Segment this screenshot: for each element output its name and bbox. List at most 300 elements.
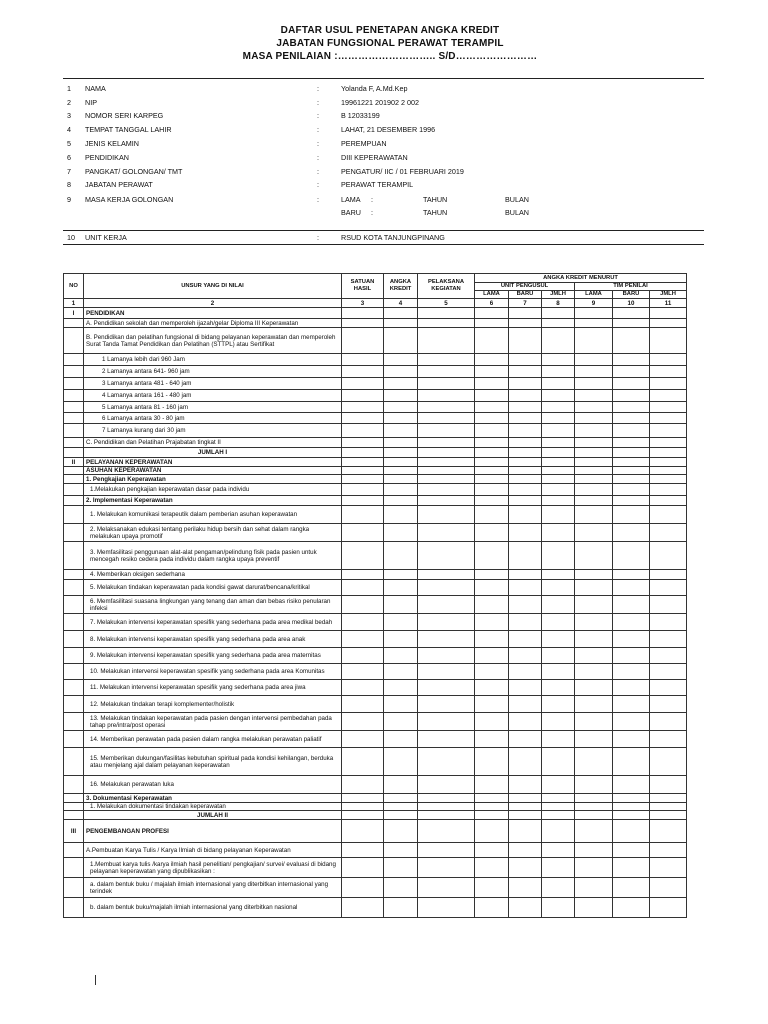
value-cell[interactable] [475,458,509,467]
value-cell[interactable] [575,614,613,631]
value-cell[interactable] [650,648,687,664]
value-cell[interactable] [650,378,687,390]
value-cell[interactable] [509,731,542,748]
value-cell[interactable] [575,680,613,696]
value-cell[interactable] [509,570,542,580]
value-cell[interactable] [418,413,475,424]
value-cell[interactable] [384,475,418,484]
value-cell[interactable] [613,438,650,448]
value-cell[interactable] [384,680,418,696]
value-cell[interactable] [650,570,687,580]
value-cell[interactable] [384,484,418,496]
value-cell[interactable] [342,811,384,820]
value-cell[interactable] [509,378,542,390]
value-cell[interactable] [342,713,384,731]
value-cell[interactable] [509,696,542,713]
value-cell[interactable] [342,413,384,424]
value-cell[interactable] [342,484,384,496]
value-cell[interactable] [475,776,509,794]
value-cell[interactable] [575,803,613,811]
value-cell[interactable] [509,424,542,438]
value-cell[interactable] [475,438,509,448]
value-cell[interactable] [384,458,418,467]
value-cell[interactable] [575,484,613,496]
value-cell[interactable] [418,319,475,328]
value-cell[interactable] [575,820,613,843]
value-cell[interactable] [613,308,650,319]
value-cell[interactable] [384,631,418,648]
value-cell[interactable] [542,803,575,811]
value-cell[interactable] [542,878,575,898]
value-cell[interactable] [650,390,687,402]
value-cell[interactable] [475,696,509,713]
value-cell[interactable] [418,496,475,506]
value-cell[interactable] [542,820,575,843]
value-cell[interactable] [509,319,542,328]
value-cell[interactable] [384,448,418,458]
value-cell[interactable] [509,820,542,843]
value-cell[interactable] [418,424,475,438]
value-cell[interactable] [418,748,475,776]
value-cell[interactable] [342,614,384,631]
value-cell[interactable] [475,308,509,319]
value-cell[interactable] [418,648,475,664]
value-cell[interactable] [575,354,613,366]
value-cell[interactable] [575,542,613,570]
value-cell[interactable] [542,858,575,878]
value-cell[interactable] [384,413,418,424]
value-cell[interactable] [509,448,542,458]
value-cell[interactable] [575,475,613,484]
value-cell[interactable] [575,424,613,438]
value-cell[interactable] [650,596,687,614]
value-cell[interactable] [475,664,509,680]
value-cell[interactable] [418,713,475,731]
value-cell[interactable] [542,794,575,803]
value-cell[interactable] [575,496,613,506]
value-cell[interactable] [384,748,418,776]
value-cell[interactable] [418,354,475,366]
value-cell[interactable] [613,776,650,794]
value-cell[interactable] [542,467,575,475]
value-cell[interactable] [650,794,687,803]
value-cell[interactable] [342,378,384,390]
value-cell[interactable] [509,898,542,918]
value-cell[interactable] [418,438,475,448]
value-cell[interactable] [542,748,575,776]
value-cell[interactable] [342,580,384,596]
value-cell[interactable] [575,570,613,580]
value-cell[interactable] [542,811,575,820]
value-cell[interactable] [475,878,509,898]
value-cell[interactable] [342,506,384,524]
value-cell[interactable] [575,731,613,748]
value-cell[interactable] [613,614,650,631]
value-cell[interactable] [475,820,509,843]
value-cell[interactable] [575,328,613,354]
value-cell[interactable] [542,648,575,664]
value-cell[interactable] [475,580,509,596]
value-cell[interactable] [384,596,418,614]
value-cell[interactable] [575,776,613,794]
value-cell[interactable] [342,858,384,878]
value-cell[interactable] [342,328,384,354]
value-cell[interactable] [509,631,542,648]
value-cell[interactable] [575,366,613,378]
value-cell[interactable] [418,631,475,648]
value-cell[interactable] [418,366,475,378]
value-cell[interactable] [384,731,418,748]
value-cell[interactable] [650,366,687,378]
value-cell[interactable] [542,413,575,424]
value-cell[interactable] [342,366,384,378]
value-cell[interactable] [509,413,542,424]
value-cell[interactable] [575,843,613,858]
value-cell[interactable] [384,570,418,580]
value-cell[interactable] [342,524,384,542]
value-cell[interactable] [475,413,509,424]
value-cell[interactable] [542,366,575,378]
value-cell[interactable] [418,858,475,878]
value-cell[interactable] [650,308,687,319]
value-cell[interactable] [650,614,687,631]
value-cell[interactable] [575,648,613,664]
value-cell[interactable] [384,898,418,918]
value-cell[interactable] [342,596,384,614]
value-cell[interactable] [342,438,384,448]
value-cell[interactable] [650,475,687,484]
value-cell[interactable] [418,328,475,354]
value-cell[interactable] [475,631,509,648]
value-cell[interactable] [542,328,575,354]
value-cell[interactable] [542,614,575,631]
value-cell[interactable] [509,467,542,475]
value-cell[interactable] [384,542,418,570]
value-cell[interactable] [418,794,475,803]
value-cell[interactable] [342,542,384,570]
value-cell[interactable] [418,731,475,748]
value-cell[interactable] [418,680,475,696]
value-cell[interactable] [613,475,650,484]
value-cell[interactable] [542,475,575,484]
value-cell[interactable] [384,402,418,413]
value-cell[interactable] [475,467,509,475]
value-cell[interactable] [418,580,475,596]
value-cell[interactable] [475,614,509,631]
value-cell[interactable] [575,878,613,898]
value-cell[interactable] [650,803,687,811]
value-cell[interactable] [542,424,575,438]
value-cell[interactable] [613,631,650,648]
value-cell[interactable] [613,390,650,402]
value-cell[interactable] [542,390,575,402]
value-cell[interactable] [418,811,475,820]
value-cell[interactable] [542,402,575,413]
value-cell[interactable] [509,680,542,696]
value-cell[interactable] [384,390,418,402]
value-cell[interactable] [384,354,418,366]
value-cell[interactable] [613,542,650,570]
value-cell[interactable] [650,858,687,878]
value-cell[interactable] [509,366,542,378]
value-cell[interactable] [575,458,613,467]
value-cell[interactable] [418,820,475,843]
value-cell[interactable] [509,328,542,354]
value-cell[interactable] [384,366,418,378]
value-cell[interactable] [342,664,384,680]
value-cell[interactable] [342,424,384,438]
value-cell[interactable] [475,366,509,378]
value-cell[interactable] [509,648,542,664]
value-cell[interactable] [384,811,418,820]
value-cell[interactable] [575,467,613,475]
value-cell[interactable] [342,496,384,506]
value-cell[interactable] [418,898,475,918]
value-cell[interactable] [342,390,384,402]
value-cell[interactable] [475,570,509,580]
value-cell[interactable] [650,496,687,506]
value-cell[interactable] [418,448,475,458]
value-cell[interactable] [542,506,575,524]
value-cell[interactable] [613,402,650,413]
value-cell[interactable] [542,680,575,696]
value-cell[interactable] [384,820,418,843]
value-cell[interactable] [342,308,384,319]
value-cell[interactable] [475,680,509,696]
value-cell[interactable] [575,858,613,878]
value-cell[interactable] [650,631,687,648]
value-cell[interactable] [542,542,575,570]
value-cell[interactable] [342,794,384,803]
value-cell[interactable] [509,390,542,402]
value-cell[interactable] [475,731,509,748]
value-cell[interactable] [613,596,650,614]
value-cell[interactable] [384,794,418,803]
value-cell[interactable] [650,713,687,731]
value-cell[interactable] [509,596,542,614]
value-cell[interactable] [542,776,575,794]
value-cell[interactable] [650,696,687,713]
value-cell[interactable] [342,731,384,748]
value-cell[interactable] [509,803,542,811]
value-cell[interactable] [542,458,575,467]
value-cell[interactable] [418,308,475,319]
value-cell[interactable] [650,506,687,524]
value-cell[interactable] [613,424,650,438]
value-cell[interactable] [650,402,687,413]
value-cell[interactable] [509,843,542,858]
value-cell[interactable] [575,448,613,458]
value-cell[interactable] [418,843,475,858]
value-cell[interactable] [509,878,542,898]
value-cell[interactable] [509,484,542,496]
value-cell[interactable] [650,664,687,680]
value-cell[interactable] [650,811,687,820]
value-cell[interactable] [650,413,687,424]
value-cell[interactable] [613,524,650,542]
value-cell[interactable] [650,484,687,496]
value-cell[interactable] [575,438,613,448]
value-cell[interactable] [475,319,509,328]
value-cell[interactable] [475,402,509,413]
value-cell[interactable] [475,524,509,542]
value-cell[interactable] [384,308,418,319]
value-cell[interactable] [342,448,384,458]
value-cell[interactable] [613,664,650,680]
value-cell[interactable] [650,680,687,696]
value-cell[interactable] [613,696,650,713]
value-cell[interactable] [542,713,575,731]
value-cell[interactable] [509,580,542,596]
value-cell[interactable] [342,648,384,664]
value-cell[interactable] [650,328,687,354]
value-cell[interactable] [542,843,575,858]
value-cell[interactable] [384,319,418,328]
value-cell[interactable] [613,811,650,820]
value-cell[interactable] [384,878,418,898]
value-cell[interactable] [650,354,687,366]
value-cell[interactable] [509,354,542,366]
value-cell[interactable] [418,402,475,413]
value-cell[interactable] [475,648,509,664]
value-cell[interactable] [475,484,509,496]
value-cell[interactable] [613,731,650,748]
value-cell[interactable] [509,794,542,803]
value-cell[interactable] [650,458,687,467]
value-cell[interactable] [613,748,650,776]
value-cell[interactable] [613,366,650,378]
value-cell[interactable] [542,664,575,680]
value-cell[interactable] [384,713,418,731]
value-cell[interactable] [342,820,384,843]
value-cell[interactable] [342,458,384,467]
value-cell[interactable] [613,648,650,664]
value-cell[interactable] [575,402,613,413]
value-cell[interactable] [613,467,650,475]
value-cell[interactable] [509,524,542,542]
value-cell[interactable] [575,664,613,680]
value-cell[interactable] [542,580,575,596]
value-cell[interactable] [613,570,650,580]
value-cell[interactable] [418,570,475,580]
value-cell[interactable] [509,506,542,524]
value-cell[interactable] [613,496,650,506]
value-cell[interactable] [418,696,475,713]
value-cell[interactable] [542,731,575,748]
value-cell[interactable] [575,696,613,713]
value-cell[interactable] [342,878,384,898]
value-cell[interactable] [613,794,650,803]
value-cell[interactable] [650,731,687,748]
value-cell[interactable] [342,803,384,811]
value-cell[interactable] [613,843,650,858]
value-cell[interactable] [475,328,509,354]
value-cell[interactable] [418,524,475,542]
value-cell[interactable] [650,776,687,794]
value-cell[interactable] [509,475,542,484]
value-cell[interactable] [650,524,687,542]
value-cell[interactable] [418,776,475,794]
value-cell[interactable] [384,843,418,858]
value-cell[interactable] [542,378,575,390]
value-cell[interactable] [575,524,613,542]
value-cell[interactable] [509,614,542,631]
value-cell[interactable] [575,898,613,918]
value-cell[interactable] [650,319,687,328]
value-cell[interactable] [475,390,509,402]
value-cell[interactable] [342,776,384,794]
value-cell[interactable] [342,898,384,918]
value-cell[interactable] [542,448,575,458]
value-cell[interactable] [342,475,384,484]
value-cell[interactable] [384,648,418,664]
value-cell[interactable] [418,506,475,524]
value-cell[interactable] [418,378,475,390]
value-cell[interactable] [418,664,475,680]
value-cell[interactable] [542,438,575,448]
value-cell[interactable] [418,614,475,631]
value-cell[interactable] [342,319,384,328]
value-cell[interactable] [342,843,384,858]
value-cell[interactable] [613,858,650,878]
value-cell[interactable] [575,596,613,614]
value-cell[interactable] [384,496,418,506]
value-cell[interactable] [342,680,384,696]
value-cell[interactable] [650,438,687,448]
value-cell[interactable] [418,542,475,570]
value-cell[interactable] [613,713,650,731]
value-cell[interactable] [475,713,509,731]
value-cell[interactable] [575,413,613,424]
value-cell[interactable] [613,328,650,354]
value-cell[interactable] [418,596,475,614]
value-cell[interactable] [509,858,542,878]
value-cell[interactable] [650,748,687,776]
value-cell[interactable] [542,308,575,319]
value-cell[interactable] [575,390,613,402]
value-cell[interactable] [613,820,650,843]
value-cell[interactable] [509,713,542,731]
value-cell[interactable] [475,424,509,438]
value-cell[interactable] [384,664,418,680]
value-cell[interactable] [613,878,650,898]
value-cell[interactable] [475,378,509,390]
value-cell[interactable] [575,308,613,319]
value-cell[interactable] [475,496,509,506]
value-cell[interactable] [613,378,650,390]
value-cell[interactable] [384,506,418,524]
value-cell[interactable] [384,467,418,475]
value-cell[interactable] [342,354,384,366]
value-cell[interactable] [509,664,542,680]
value-cell[interactable] [542,898,575,918]
value-cell[interactable] [418,467,475,475]
value-cell[interactable] [342,570,384,580]
value-cell[interactable] [575,713,613,731]
value-cell[interactable] [418,390,475,402]
value-cell[interactable] [384,803,418,811]
value-cell[interactable] [575,506,613,524]
value-cell[interactable] [342,467,384,475]
value-cell[interactable] [475,748,509,776]
value-cell[interactable] [650,448,687,458]
value-cell[interactable] [650,843,687,858]
value-cell[interactable] [509,542,542,570]
value-cell[interactable] [650,898,687,918]
value-cell[interactable] [475,596,509,614]
value-cell[interactable] [384,524,418,542]
value-cell[interactable] [342,631,384,648]
